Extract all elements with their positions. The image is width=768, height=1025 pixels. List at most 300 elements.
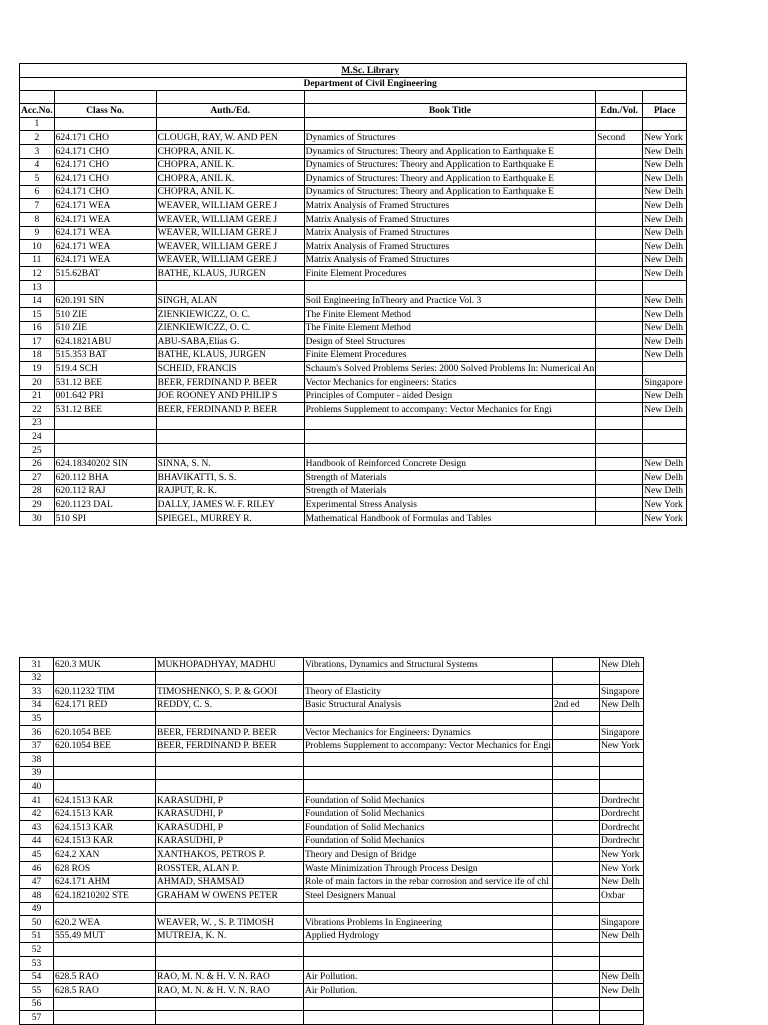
author-cell <box>156 943 304 957</box>
place-cell: New Delh <box>643 335 687 349</box>
col-header-class-no: Class No. <box>54 104 156 118</box>
acc-no-cell: 41 <box>20 793 54 807</box>
place-cell: New Delh <box>643 484 687 498</box>
class-no-cell: 624.171 RED <box>54 698 156 712</box>
place-cell <box>643 362 687 376</box>
place-cell: New York <box>599 848 643 862</box>
edition-cell <box>596 117 643 131</box>
acc-no-cell: 25 <box>20 444 55 458</box>
author-cell <box>156 780 304 794</box>
author-cell: JOE ROONEY AND PHILIP S <box>156 389 304 403</box>
table-row <box>20 916 644 930</box>
edition-cell <box>552 725 599 739</box>
department-subtitle: Department of Civil Engineering <box>54 77 687 91</box>
class-no-cell: 624.171 CHO <box>54 158 156 172</box>
class-no-cell <box>54 957 156 971</box>
class-no-cell: 624.1821ABU <box>54 335 156 349</box>
book-title-cell: Experimental Stress Analysis <box>304 498 596 512</box>
book-title-cell <box>304 943 553 957</box>
book-title-cell: Dynamics of Structures: Theory and Application to Earthquake E <box>304 158 596 172</box>
table-row <box>20 957 644 971</box>
book-title-cell: Matrix Analysis of Framed Structures <box>304 212 596 226</box>
place-cell: Dordrecht <box>599 807 643 821</box>
acc-no-cell: 35 <box>20 712 54 726</box>
author-cell: REDDY, C. S. <box>156 698 304 712</box>
book-title-cell: Strength of Materials <box>304 471 596 485</box>
book-title-cell: Schaum's Solved Problems Series: 2000 Solved Problems In: Numerical An <box>304 362 596 376</box>
acc-no-cell: 17 <box>20 335 55 349</box>
author-cell <box>156 416 304 430</box>
place-cell: Dordrecht <box>599 821 643 835</box>
edition-cell <box>596 348 643 362</box>
table-row <box>20 172 687 186</box>
book-title-cell <box>304 117 596 131</box>
acc-no-cell: 11 <box>20 253 55 267</box>
book-title-cell: Finite Element Procedures <box>304 348 596 362</box>
class-no-cell <box>54 430 156 444</box>
book-title-cell: The Finite Element Method <box>304 308 596 322</box>
place-cell <box>643 280 687 294</box>
table-row <box>20 902 644 916</box>
table-row <box>20 834 644 848</box>
edition-cell <box>596 226 643 240</box>
table-row <box>20 929 644 943</box>
class-no-cell: 624.1513 KAR <box>54 834 156 848</box>
class-no-cell: 628.5 RAO <box>54 970 156 984</box>
place-cell <box>643 416 687 430</box>
book-title-cell: Basic Structural Analysis <box>304 698 553 712</box>
author-cell: WEAVER, WILLIAM GERE J <box>156 253 304 267</box>
class-no-cell <box>54 902 156 916</box>
class-no-cell: 531.12 BEE <box>54 403 156 417</box>
book-title-cell: Vibrations, Dynamics and Structural Systems <box>304 658 553 672</box>
acc-no-cell: 56 <box>20 997 54 1011</box>
place-cell: New Delh <box>643 267 687 281</box>
place-cell <box>599 712 643 726</box>
place-cell <box>643 117 687 131</box>
table-row <box>20 498 687 512</box>
book-title-cell <box>304 671 553 685</box>
place-cell: New Delh <box>599 698 643 712</box>
class-no-cell: 555.49 MUT <box>54 929 156 943</box>
edition-cell <box>596 158 643 172</box>
table-row <box>20 185 687 199</box>
edition-cell <box>596 185 643 199</box>
class-no-cell <box>54 280 156 294</box>
acc-no-cell: 33 <box>20 685 54 699</box>
col-header-edition: Edn./Vol. <box>596 104 643 118</box>
spacer-row <box>20 91 687 104</box>
place-cell: New York <box>599 861 643 875</box>
edition-cell <box>596 267 643 281</box>
table-row <box>20 444 687 458</box>
class-no-cell <box>54 943 156 957</box>
table-row <box>20 848 644 862</box>
table-row <box>20 403 687 417</box>
acc-no-cell: 4 <box>20 158 55 172</box>
edition-cell <box>552 834 599 848</box>
class-no-cell: 515.353 BAT <box>54 348 156 362</box>
book-title-cell: Principles of Computer - aided Design <box>304 389 596 403</box>
place-cell: New York <box>643 131 687 145</box>
place-cell: New Delh <box>599 984 643 998</box>
place-cell: New Delh <box>643 457 687 471</box>
author-cell: BEER, FERDINAND P. BEER <box>156 403 304 417</box>
book-title-cell: Mathematical Handbook of Formulas and Tables <box>304 512 596 526</box>
class-no-cell: 510 ZIE <box>54 321 156 335</box>
author-cell <box>156 902 304 916</box>
acc-no-cell: 26 <box>20 457 55 471</box>
edition-cell <box>552 957 599 971</box>
place-cell: New York <box>599 739 643 753</box>
edition-cell <box>552 685 599 699</box>
edition-cell <box>596 240 643 254</box>
book-title-cell: Dynamics of Structures: Theory and Application to Earthquake E <box>304 172 596 186</box>
class-no-cell: 628 ROS <box>54 861 156 875</box>
class-no-cell <box>54 117 156 131</box>
table-row <box>20 471 687 485</box>
acc-no-cell: 13 <box>20 280 55 294</box>
edition-cell <box>596 430 643 444</box>
class-no-cell: 624.171 AHM <box>54 875 156 889</box>
class-no-cell: 624.18210202 STE <box>54 889 156 903</box>
author-cell: CHOPRA, ANIL K. <box>156 158 304 172</box>
edition-cell <box>596 280 643 294</box>
author-cell <box>156 430 304 444</box>
book-title-cell: Theory and Design of Bridge <box>304 848 553 862</box>
place-cell: New Delh <box>643 144 687 158</box>
acc-no-cell: 47 <box>20 875 54 889</box>
edition-cell <box>552 807 599 821</box>
class-no-cell: 624.2 XAN <box>54 848 156 862</box>
place-cell: New York <box>643 498 687 512</box>
table-row <box>20 997 644 1011</box>
class-no-cell: 620.1054 BEE <box>54 725 156 739</box>
author-cell <box>156 280 304 294</box>
table-row <box>20 389 687 403</box>
place-cell: New Delh <box>643 321 687 335</box>
edition-cell <box>596 335 643 349</box>
col-header-acc-no: Acc.No. <box>20 104 55 118</box>
author-cell: CHOPRA, ANIL K. <box>156 172 304 186</box>
book-title-cell: Matrix Analysis of Framed Structures <box>304 253 596 267</box>
author-cell <box>156 957 304 971</box>
place-cell: New Delh <box>643 158 687 172</box>
book-title-cell: Vector Mechanics for Engineers: Dynamics <box>304 725 553 739</box>
book-title-cell: Handbook of Reinforced Concrete Design <box>304 457 596 471</box>
edition-cell <box>552 861 599 875</box>
edition-cell <box>596 389 643 403</box>
place-cell: New Delh <box>643 403 687 417</box>
edition-cell <box>552 793 599 807</box>
class-no-cell: 510 SPI <box>54 512 156 526</box>
author-cell: BEER, FERDINAND P. BEER <box>156 725 304 739</box>
edition-cell <box>596 212 643 226</box>
acc-no-cell: 2 <box>20 131 55 145</box>
book-title-cell: Vibrations Problems In Engineering <box>304 916 553 930</box>
book-title-cell: Strength of Materials <box>304 484 596 498</box>
class-no-cell <box>54 444 156 458</box>
table-row <box>20 807 644 821</box>
author-cell <box>156 766 304 780</box>
book-title-cell: Applied Hydrology <box>304 929 553 943</box>
author-cell: ZIENKIEWICZZ, O. C. <box>156 308 304 322</box>
edition-cell <box>552 780 599 794</box>
table-row <box>20 240 687 254</box>
edition-cell <box>552 821 599 835</box>
edition-cell <box>596 376 643 390</box>
edition-cell <box>596 416 643 430</box>
acc-no-cell: 14 <box>20 294 55 308</box>
place-cell: New Delh <box>643 348 687 362</box>
edition-cell <box>552 997 599 1011</box>
place-cell: New Delh <box>643 172 687 186</box>
table-row <box>20 753 644 767</box>
class-no-cell <box>54 753 156 767</box>
edition-cell <box>596 253 643 267</box>
book-title-cell: Matrix Analysis of Framed Structures <box>304 226 596 240</box>
author-cell: WEAVER, WILLIAM GERE J <box>156 226 304 240</box>
author-cell: ZIENKIEWICZZ, O. C. <box>156 321 304 335</box>
table-row <box>20 970 644 984</box>
author-cell: WEAVER, W. , S. P. TIMOSH <box>156 916 304 930</box>
acc-no-cell: 52 <box>20 943 54 957</box>
place-cell: New Delh <box>643 199 687 213</box>
table-row <box>20 1011 644 1025</box>
acc-no-cell: 38 <box>20 753 54 767</box>
place-cell: Singapore <box>599 685 643 699</box>
class-no-cell: 620.112 BHA <box>54 471 156 485</box>
place-cell <box>599 943 643 957</box>
author-cell <box>156 712 304 726</box>
class-no-cell <box>54 1011 156 1025</box>
class-no-cell <box>54 712 156 726</box>
place-cell: New Delh <box>643 471 687 485</box>
book-title-cell <box>304 957 553 971</box>
table-row <box>20 144 687 158</box>
place-cell: New York <box>643 512 687 526</box>
book-title-cell: Problems Supplement to accompany: Vector Mechanics for Engi <box>304 403 596 417</box>
table-row <box>20 335 687 349</box>
acc-no-cell: 19 <box>20 362 55 376</box>
class-no-cell <box>54 671 156 685</box>
edition-cell <box>552 1011 599 1025</box>
author-cell: RAO, M. N. & H. V. N. RAO <box>156 970 304 984</box>
place-cell: Dordrecht <box>599 793 643 807</box>
book-title-cell: Foundation of Solid Mechanics <box>304 834 553 848</box>
title-row <box>20 64 687 78</box>
edition-cell: Second <box>596 131 643 145</box>
book-title-cell <box>304 753 553 767</box>
acc-no-cell: 1 <box>20 117 55 131</box>
place-cell: Singapore <box>599 725 643 739</box>
acc-no-cell: 39 <box>20 766 54 780</box>
book-title-cell: Waste Minimization Through Process Design <box>304 861 553 875</box>
acc-no-cell: 32 <box>20 671 54 685</box>
book-title-cell: Design of Steel Structures <box>304 335 596 349</box>
acc-no-cell: 50 <box>20 916 54 930</box>
edition-cell <box>552 970 599 984</box>
place-cell: Dordrecht <box>599 834 643 848</box>
edition-cell <box>552 875 599 889</box>
table-row <box>20 117 687 131</box>
place-cell: Singapore <box>599 916 643 930</box>
table-row <box>20 253 687 267</box>
table-row <box>20 671 644 685</box>
place-cell <box>599 766 643 780</box>
book-title-cell: Matrix Analysis of Framed Structures <box>304 240 596 254</box>
library-table-lower <box>19 657 644 1025</box>
table-row <box>20 212 687 226</box>
acc-no-cell: 55 <box>20 984 54 998</box>
book-title-cell <box>304 1011 553 1025</box>
book-title-cell: Dynamics of Structures: Theory and Application to Earthquake E <box>304 185 596 199</box>
acc-no-cell: 43 <box>20 821 54 835</box>
acc-no-cell: 53 <box>20 957 54 971</box>
edition-cell <box>552 889 599 903</box>
acc-no-cell: 49 <box>20 902 54 916</box>
table-row <box>20 861 644 875</box>
place-cell: New Delh <box>643 308 687 322</box>
author-cell: RAJPUT, R. K. <box>156 484 304 498</box>
class-no-cell: 620.191 SIN <box>54 294 156 308</box>
book-title-cell <box>304 902 553 916</box>
author-cell <box>156 753 304 767</box>
column-header-row <box>20 104 687 118</box>
place-cell <box>599 780 643 794</box>
author-cell: CLOUGH, RAY, W. AND PEN <box>156 131 304 145</box>
place-cell: Oxbar <box>599 889 643 903</box>
place-cell: New Delh <box>643 226 687 240</box>
place-cell <box>599 997 643 1011</box>
edition-cell <box>596 471 643 485</box>
book-title-cell: Air Pollution. <box>304 984 553 998</box>
acc-no-cell: 48 <box>20 889 54 903</box>
author-cell: ABU-SABA,Elias G. <box>156 335 304 349</box>
class-no-cell: 624.18340202 SIN <box>54 457 156 471</box>
acc-no-cell: 57 <box>20 1011 54 1025</box>
class-no-cell: 628.5 RAO <box>54 984 156 998</box>
class-no-cell <box>54 997 156 1011</box>
book-title-cell: Dynamics of Structures <box>304 131 596 145</box>
class-no-cell: 620.112 RAJ <box>54 484 156 498</box>
class-no-cell: 620.1123 DAL <box>54 498 156 512</box>
acc-no-cell: 15 <box>20 308 55 322</box>
place-cell: New Delh <box>643 185 687 199</box>
book-title-cell <box>304 780 553 794</box>
book-title-cell: The Finite Element Method <box>304 321 596 335</box>
place-cell <box>599 671 643 685</box>
acc-no-cell: 31 <box>20 658 54 672</box>
table-row <box>20 889 644 903</box>
author-cell: BHAVIKATTI, S. S. <box>156 471 304 485</box>
table-row <box>20 280 687 294</box>
place-cell: New Delh <box>643 389 687 403</box>
edition-cell <box>552 984 599 998</box>
author-cell: XANTHAKOS, PETROS P. <box>156 848 304 862</box>
table-row <box>20 484 687 498</box>
place-cell: New Dleh <box>599 658 643 672</box>
table-row <box>20 267 687 281</box>
class-no-cell: 624.1513 KAR <box>54 821 156 835</box>
book-title-cell: Foundation of Solid Mechanics <box>304 793 553 807</box>
col-header-book-title: Book Title <box>304 104 596 118</box>
acc-no-cell: 18 <box>20 348 55 362</box>
book-title-cell: Theory of Elasticity <box>304 685 553 699</box>
subtitle-row <box>20 77 687 91</box>
class-no-cell: 624.171 CHO <box>54 144 156 158</box>
table-row <box>20 321 687 335</box>
author-cell <box>156 444 304 458</box>
table-row <box>20 416 687 430</box>
book-title-cell <box>304 997 553 1011</box>
acc-no-cell: 28 <box>20 484 55 498</box>
book-title-cell: Air Pollution. <box>304 970 553 984</box>
acc-no-cell: 29 <box>20 498 55 512</box>
edition-cell <box>596 444 643 458</box>
edition-cell <box>552 658 599 672</box>
book-title-cell: Foundation of Solid Mechanics <box>304 821 553 835</box>
edition-cell <box>596 362 643 376</box>
edition-cell <box>552 943 599 957</box>
acc-no-cell: 30 <box>20 512 55 526</box>
table-row <box>20 376 687 390</box>
acc-no-cell: 20 <box>20 376 55 390</box>
book-title-cell <box>304 416 596 430</box>
acc-no-cell: 45 <box>20 848 54 862</box>
table-row <box>20 308 687 322</box>
acc-no-cell: 27 <box>20 471 55 485</box>
author-cell <box>156 997 304 1011</box>
class-no-cell: 510 ZIE <box>54 308 156 322</box>
edition-cell <box>596 403 643 417</box>
class-no-cell: 624.171 WEA <box>54 212 156 226</box>
author-cell: CHOPRA, ANIL K. <box>156 185 304 199</box>
acc-no-cell: 54 <box>20 970 54 984</box>
acc-no-cell: 10 <box>20 240 55 254</box>
table-row <box>20 821 644 835</box>
book-title-cell: Foundation of Solid Mechanics <box>304 807 553 821</box>
edition-cell <box>596 321 643 335</box>
table-row <box>20 430 687 444</box>
place-cell: New Delh <box>599 875 643 889</box>
author-cell: AHMAD, SHAMSAD <box>156 875 304 889</box>
library-title: M.Sc. Library <box>54 64 687 78</box>
author-cell: MUTREJA, K. N. <box>156 929 304 943</box>
acc-no-cell: 36 <box>20 725 54 739</box>
table-row <box>20 348 687 362</box>
author-cell: TIMOSHENKO, S. P. & GOOI <box>156 685 304 699</box>
author-cell: DALLY, JAMES W. F. RILEY <box>156 498 304 512</box>
book-title-cell: Role of main factors in the rebar corrosion and service ife of chl <box>304 875 553 889</box>
author-cell: KARASUDHI, P <box>156 807 304 821</box>
table-row <box>20 943 644 957</box>
class-no-cell: 624.171 WEA <box>54 240 156 254</box>
library-table-upper <box>19 63 687 526</box>
place-cell: New Delh <box>643 212 687 226</box>
book-title-cell: Vector Mechanics for engineers: Statics <box>304 376 596 390</box>
edition-cell <box>596 144 643 158</box>
book-title-cell <box>304 766 553 780</box>
edition-cell <box>552 766 599 780</box>
author-cell: BEER, FERDINAND P. BEER <box>156 739 304 753</box>
acc-no-cell: 40 <box>20 780 54 794</box>
book-title-cell <box>304 712 553 726</box>
table-row <box>20 739 644 753</box>
table-row <box>20 131 687 145</box>
class-no-cell: 624.171 WEA <box>54 253 156 267</box>
edition-cell <box>596 199 643 213</box>
